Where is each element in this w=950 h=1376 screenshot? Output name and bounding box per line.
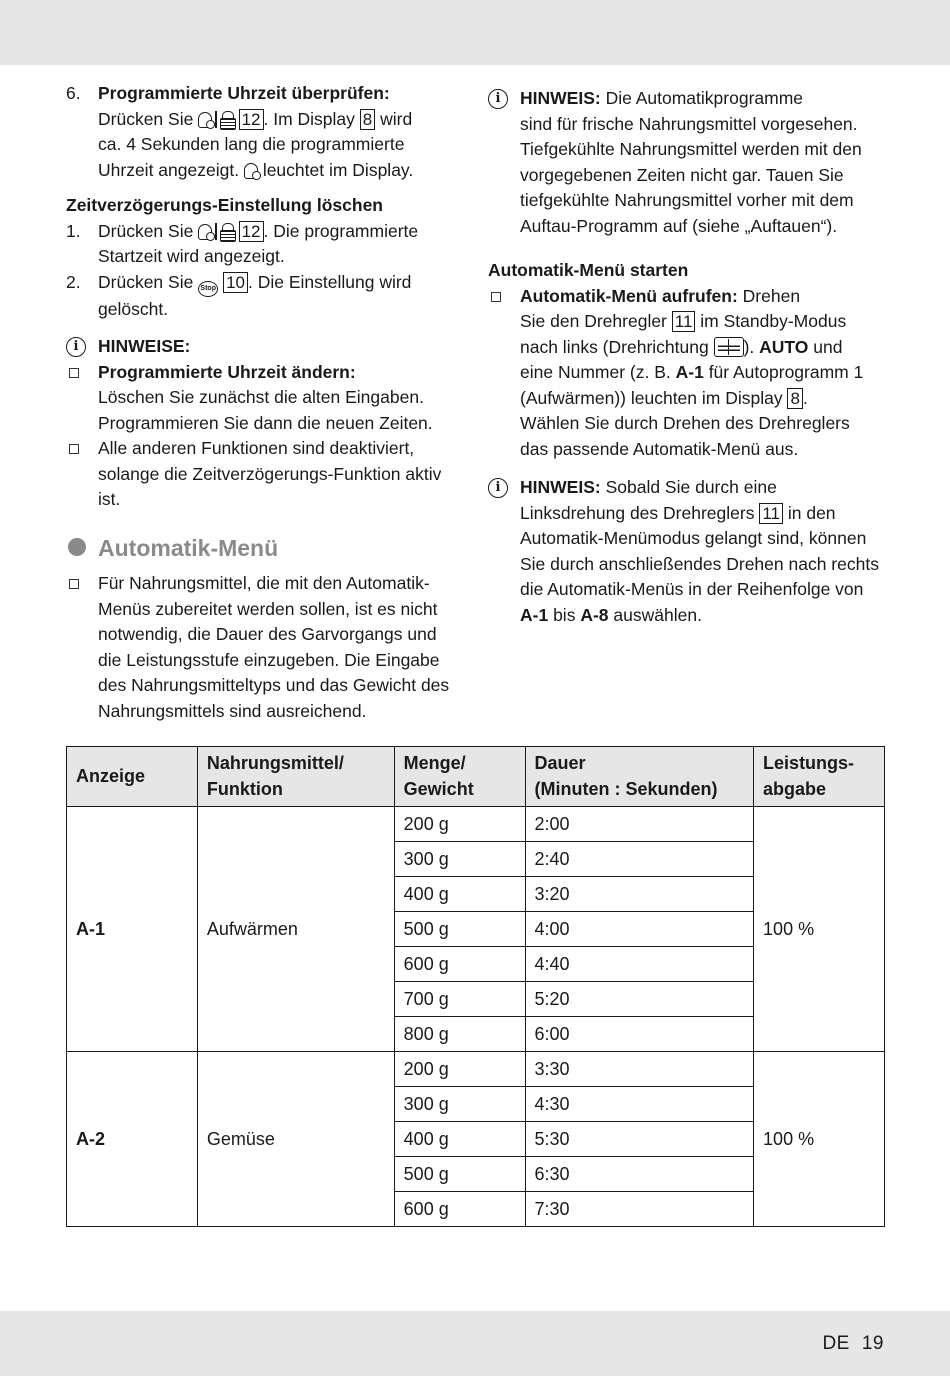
checkbox-bullet-icon	[69, 368, 79, 378]
automatic-menu-table	[66, 746, 885, 1227]
hinweis-text: Sobald Sie durch eine	[605, 477, 777, 497]
bullet-text: ist.	[98, 489, 121, 509]
info-icon: i	[488, 89, 508, 109]
child-lock-icon	[220, 111, 234, 128]
ref-box: 11	[672, 311, 696, 332]
rotation-direction-icon	[714, 337, 744, 357]
table-header-row	[67, 747, 885, 807]
step-text: ca. 4 Sekunden lang die programmierte	[98, 134, 405, 154]
hinweis-2	[488, 475, 888, 628]
power-cell: 100 %	[754, 807, 885, 1052]
bullet-text: für Autoprogramm 1	[708, 362, 864, 382]
program-label: A-1	[675, 362, 704, 382]
time-cell: 3:30	[525, 1052, 754, 1087]
program-cell: A-1	[67, 807, 198, 1052]
separator-icon	[215, 223, 217, 240]
stop-icon: Stop	[198, 281, 218, 297]
delete-step-1	[66, 219, 461, 270]
step-text: Drücken Sie	[98, 108, 194, 129]
program-cell: A-2	[67, 1052, 198, 1227]
step-text: wird	[380, 108, 413, 129]
time-cell: 2:00	[525, 807, 754, 842]
weight-cell: 800 g	[394, 1017, 525, 1052]
hinweis-label: HINWEIS:	[520, 477, 601, 497]
start-bullet	[488, 284, 888, 463]
hinweis-text: Sie durch anschließendes Drehen nach rechts	[520, 553, 879, 574]
time-cell: 2:40	[525, 842, 754, 877]
weight-cell: 400 g	[394, 1122, 525, 1157]
hinweis-text: Die Automatikprogramme	[605, 88, 804, 108]
table-row	[67, 807, 885, 842]
page-number: 19	[861, 1333, 884, 1354]
section-text: notwendig, die Dauer des Garvorgangs und	[98, 624, 437, 644]
bullet-text: (Aufwärmen)) leuchten im Display	[520, 387, 783, 408]
time-cell: 4:40	[525, 947, 754, 982]
header-power: Leistungs- abgabe	[754, 747, 885, 807]
bullet-text: und	[813, 336, 843, 357]
weight-cell: 700 g	[394, 982, 525, 1017]
table-row	[67, 1052, 885, 1087]
checkbox-bullet-icon	[491, 292, 501, 302]
hinweise-block	[66, 334, 461, 360]
bullet-text: eine Nummer (z. B.	[520, 362, 671, 382]
hinweis-text: vorgegebenen Zeiten nicht gar. Tauen Sie	[520, 164, 844, 185]
checkbox-bullet-icon	[69, 444, 79, 454]
separator-icon	[215, 111, 217, 128]
weight-cell: 200 g	[394, 807, 525, 842]
bullet-title: Automatik-Menü aufrufen:	[520, 285, 738, 306]
section-heading	[66, 533, 461, 564]
step-6	[66, 81, 461, 183]
weight-cell: 600 g	[394, 947, 525, 982]
hinweis-text: Tiefgekühlte Nahrungsmittel werden mit den	[520, 139, 862, 159]
header-duration: Dauer (Minuten : Sekunden)	[525, 747, 754, 807]
step-text: . Im Display	[263, 108, 355, 129]
delete-step-2	[66, 270, 461, 323]
food-cell: Gemüse	[197, 1052, 394, 1227]
bullet-text: Drehen	[742, 285, 801, 306]
right-column	[488, 86, 888, 628]
hinweis-text: auswählen.	[613, 604, 702, 625]
hinweise-bullet-1	[66, 360, 461, 437]
info-icon: i	[66, 337, 86, 357]
section-text: Nahrungsmittels sind ausreichend.	[98, 700, 367, 721]
weight-cell: 600 g	[394, 1192, 525, 1227]
section-bullet-icon	[68, 538, 86, 556]
hinweise-title: HINWEISE:	[98, 336, 191, 356]
header-anzeige: Anzeige	[67, 747, 198, 807]
ref-box: 12	[239, 109, 264, 130]
step-text: Drücken Sie	[98, 271, 194, 292]
bullet-text: nach links (Drehrichtung	[520, 336, 709, 357]
clock-timer-icon	[244, 163, 258, 179]
step-title: Programmierte Uhrzeit überprüfen:	[98, 83, 390, 103]
time-cell: 4:00	[525, 912, 754, 947]
weight-cell: 500 g	[394, 1157, 525, 1192]
step-text: . Die programmierte	[263, 220, 419, 241]
left-column	[66, 81, 461, 724]
hinweis-text: in den	[787, 502, 836, 523]
hinweise-bullet-2	[66, 436, 461, 513]
time-cell: 7:30	[525, 1192, 754, 1227]
section-bullet	[66, 571, 461, 724]
time-cell: 6:30	[525, 1157, 754, 1192]
bullet-text: Wählen Sie durch Drehen des Drehreglers	[520, 413, 850, 433]
section-text: die Leistungsstufe einzugeben. Die Eingabe	[98, 649, 440, 670]
header-food: Nahrungsmittel/ Funktion	[197, 747, 394, 807]
clock-timer-icon	[198, 224, 212, 240]
section-text: Für Nahrungsmittel, die mit den Automatik-	[98, 573, 430, 593]
bullet-text: Sie den Drehregler	[520, 311, 667, 331]
section-text: Menüs zubereitet werden sollen, ist es nicht	[98, 598, 438, 619]
bullet-text: Löschen Sie zunächst die alten Eingaben.	[98, 387, 424, 407]
weight-cell: 300 g	[394, 1087, 525, 1122]
ref-box: 12	[239, 221, 264, 242]
program-label: A-1	[520, 604, 549, 625]
hinweis-1	[488, 86, 888, 239]
hinweis-label: HINWEIS:	[520, 88, 601, 108]
header-weight: Menge/ Gewicht	[394, 747, 525, 807]
bullet-text: Programmieren Sie dann die neuen Zeiten.	[98, 412, 433, 433]
bullet-text: solange die Zeitverzögerungs-Funktion aktiv	[98, 463, 442, 484]
step-text: leuchtet im Display.	[262, 159, 414, 180]
footer-band	[0, 1311, 950, 1376]
subheading: Zeitverzögerungs-Einstellung löschen	[66, 195, 383, 215]
food-cell: Aufwärmen	[197, 807, 394, 1052]
info-icon: i	[488, 478, 508, 498]
time-cell: 6:00	[525, 1017, 754, 1052]
hinweis-text: die Automatik-Menüs in der Reihenfolge von	[520, 579, 864, 599]
weight-cell: 300 g	[394, 842, 525, 877]
ref-box: 10	[223, 272, 248, 293]
child-lock-icon	[220, 223, 234, 240]
program-label: A-8	[580, 604, 609, 625]
hinweis-text: Automatik-Menümodus gelangt sind, können	[520, 528, 867, 548]
header-band	[0, 0, 950, 65]
hinweis-text: bis	[553, 604, 576, 625]
step-text: Uhrzeit angezeigt.	[98, 159, 240, 180]
bullet-title: Programmierte Uhrzeit ändern:	[98, 361, 356, 382]
language-code: DE	[822, 1333, 850, 1354]
hinweis-text: sind für frische Nahrungsmittel vorgesehen.	[520, 113, 858, 134]
weight-cell: 400 g	[394, 877, 525, 912]
step-number: 6.	[66, 83, 81, 103]
clock-timer-icon	[198, 112, 212, 128]
step-text: Drücken Sie	[98, 220, 194, 241]
step-text: gelöscht.	[98, 298, 169, 319]
weight-cell: 200 g	[394, 1052, 525, 1087]
step-number: 2.	[66, 271, 81, 292]
time-cell: 5:20	[525, 982, 754, 1017]
section-title: Automatik-Menü	[98, 534, 279, 561]
step-text: . Die Einstellung wird	[248, 271, 412, 292]
bullet-text: .	[802, 387, 808, 408]
checkbox-bullet-icon	[69, 579, 79, 589]
bullet-text: ).	[743, 336, 755, 357]
section-text: des Nahrungsmitteltyps und das Gewicht des	[98, 675, 450, 695]
ref-box: 8	[787, 388, 802, 409]
ref-box: 8	[360, 109, 375, 130]
bullet-text: das passende Automatik-Menü aus.	[520, 438, 799, 459]
time-cell: 4:30	[525, 1087, 754, 1122]
hinweis-text: tiefgekühlte Nahrungsmittel vorher mit dem	[520, 190, 854, 210]
hinweis-text: Auftau-Programm auf (siehe „Auftauen“).	[520, 215, 838, 236]
auto-label: AUTO	[759, 336, 809, 357]
hinweis-text: Linksdrehung des Drehreglers	[520, 502, 755, 523]
ref-box: 11	[759, 503, 783, 524]
subheading: Automatik-Menü starten	[488, 260, 689, 280]
step-text: Startzeit wird angezeigt.	[98, 246, 285, 266]
time-cell: 3:20	[525, 877, 754, 912]
weight-cell: 500 g	[394, 912, 525, 947]
page-footer	[822, 1331, 884, 1357]
bullet-text: Alle anderen Funktionen sind deaktiviert,	[98, 438, 415, 458]
bullet-text: im Standby-Modus	[700, 311, 847, 331]
step-number: 1.	[66, 220, 81, 241]
time-cell: 5:30	[525, 1122, 754, 1157]
power-cell: 100 %	[754, 1052, 885, 1227]
